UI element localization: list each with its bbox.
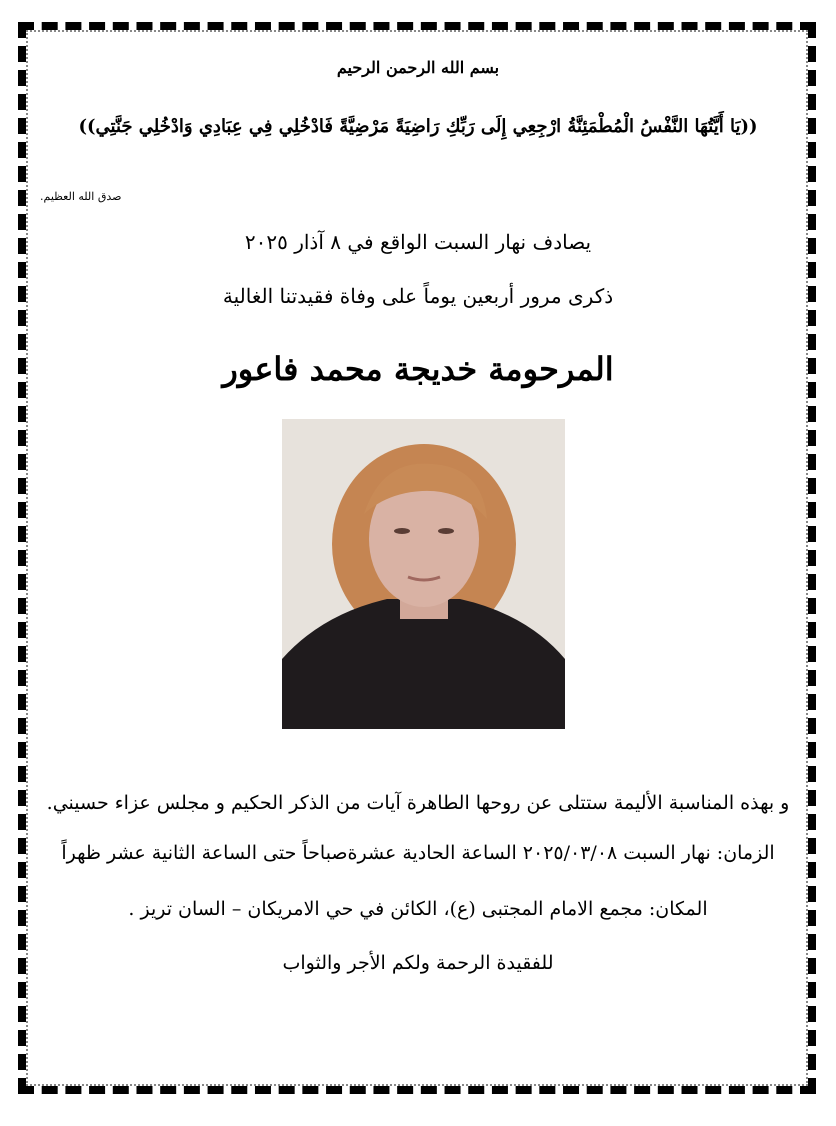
portrait-illustration xyxy=(282,419,565,729)
quran-verse: ((يَا أَيَّتُهَا النَّفْسُ الْمُطْمَئِنَّةُ ارْجِعِي إِلَى رَبِّكِ رَاضِيَةً مَرْضِيَّةً فَادْخُلِي فِي عِبَادِي وَادْخُلِي جَنَّتِي)) xyxy=(78,116,758,137)
deceased-name: المرحومة خديجة محمد فاعور xyxy=(222,350,614,388)
basmala: بسم الله الرحمن الرحيم xyxy=(336,58,500,77)
condolence-line: للفقيدة الرحمة ولكم الأجر والثواب xyxy=(282,952,554,974)
date-line: يصادف نهار السبت الواقع في ٨ آذار ٢٠٢٥ xyxy=(244,230,592,254)
occasion-line: ذكرى مرور أربعين يوماً على وفاة فقيدتنا الغالية xyxy=(222,284,614,308)
detail-paragraph-1: و بهذه المناسبة الأليمة ستتلى عن روحها الطاهرة آيات من الذكر الحكيم و مجلس عزاء حسيني. xyxy=(46,792,790,814)
sadaq-text: صدق الله العظيم. xyxy=(40,190,122,203)
portrait-photo xyxy=(282,419,565,729)
time-line: الزمان: نهار السبت ٢٠٢٥/٠٣/٠٨ الساعة الحادية عشرةصباحاً حتى الساعة الثانية عشر ظهراً xyxy=(61,842,775,864)
place-line: المكان: مجمع الامام المجتبى (ع)، الكائن في حي الامريكان – السان تريز . xyxy=(128,898,708,920)
